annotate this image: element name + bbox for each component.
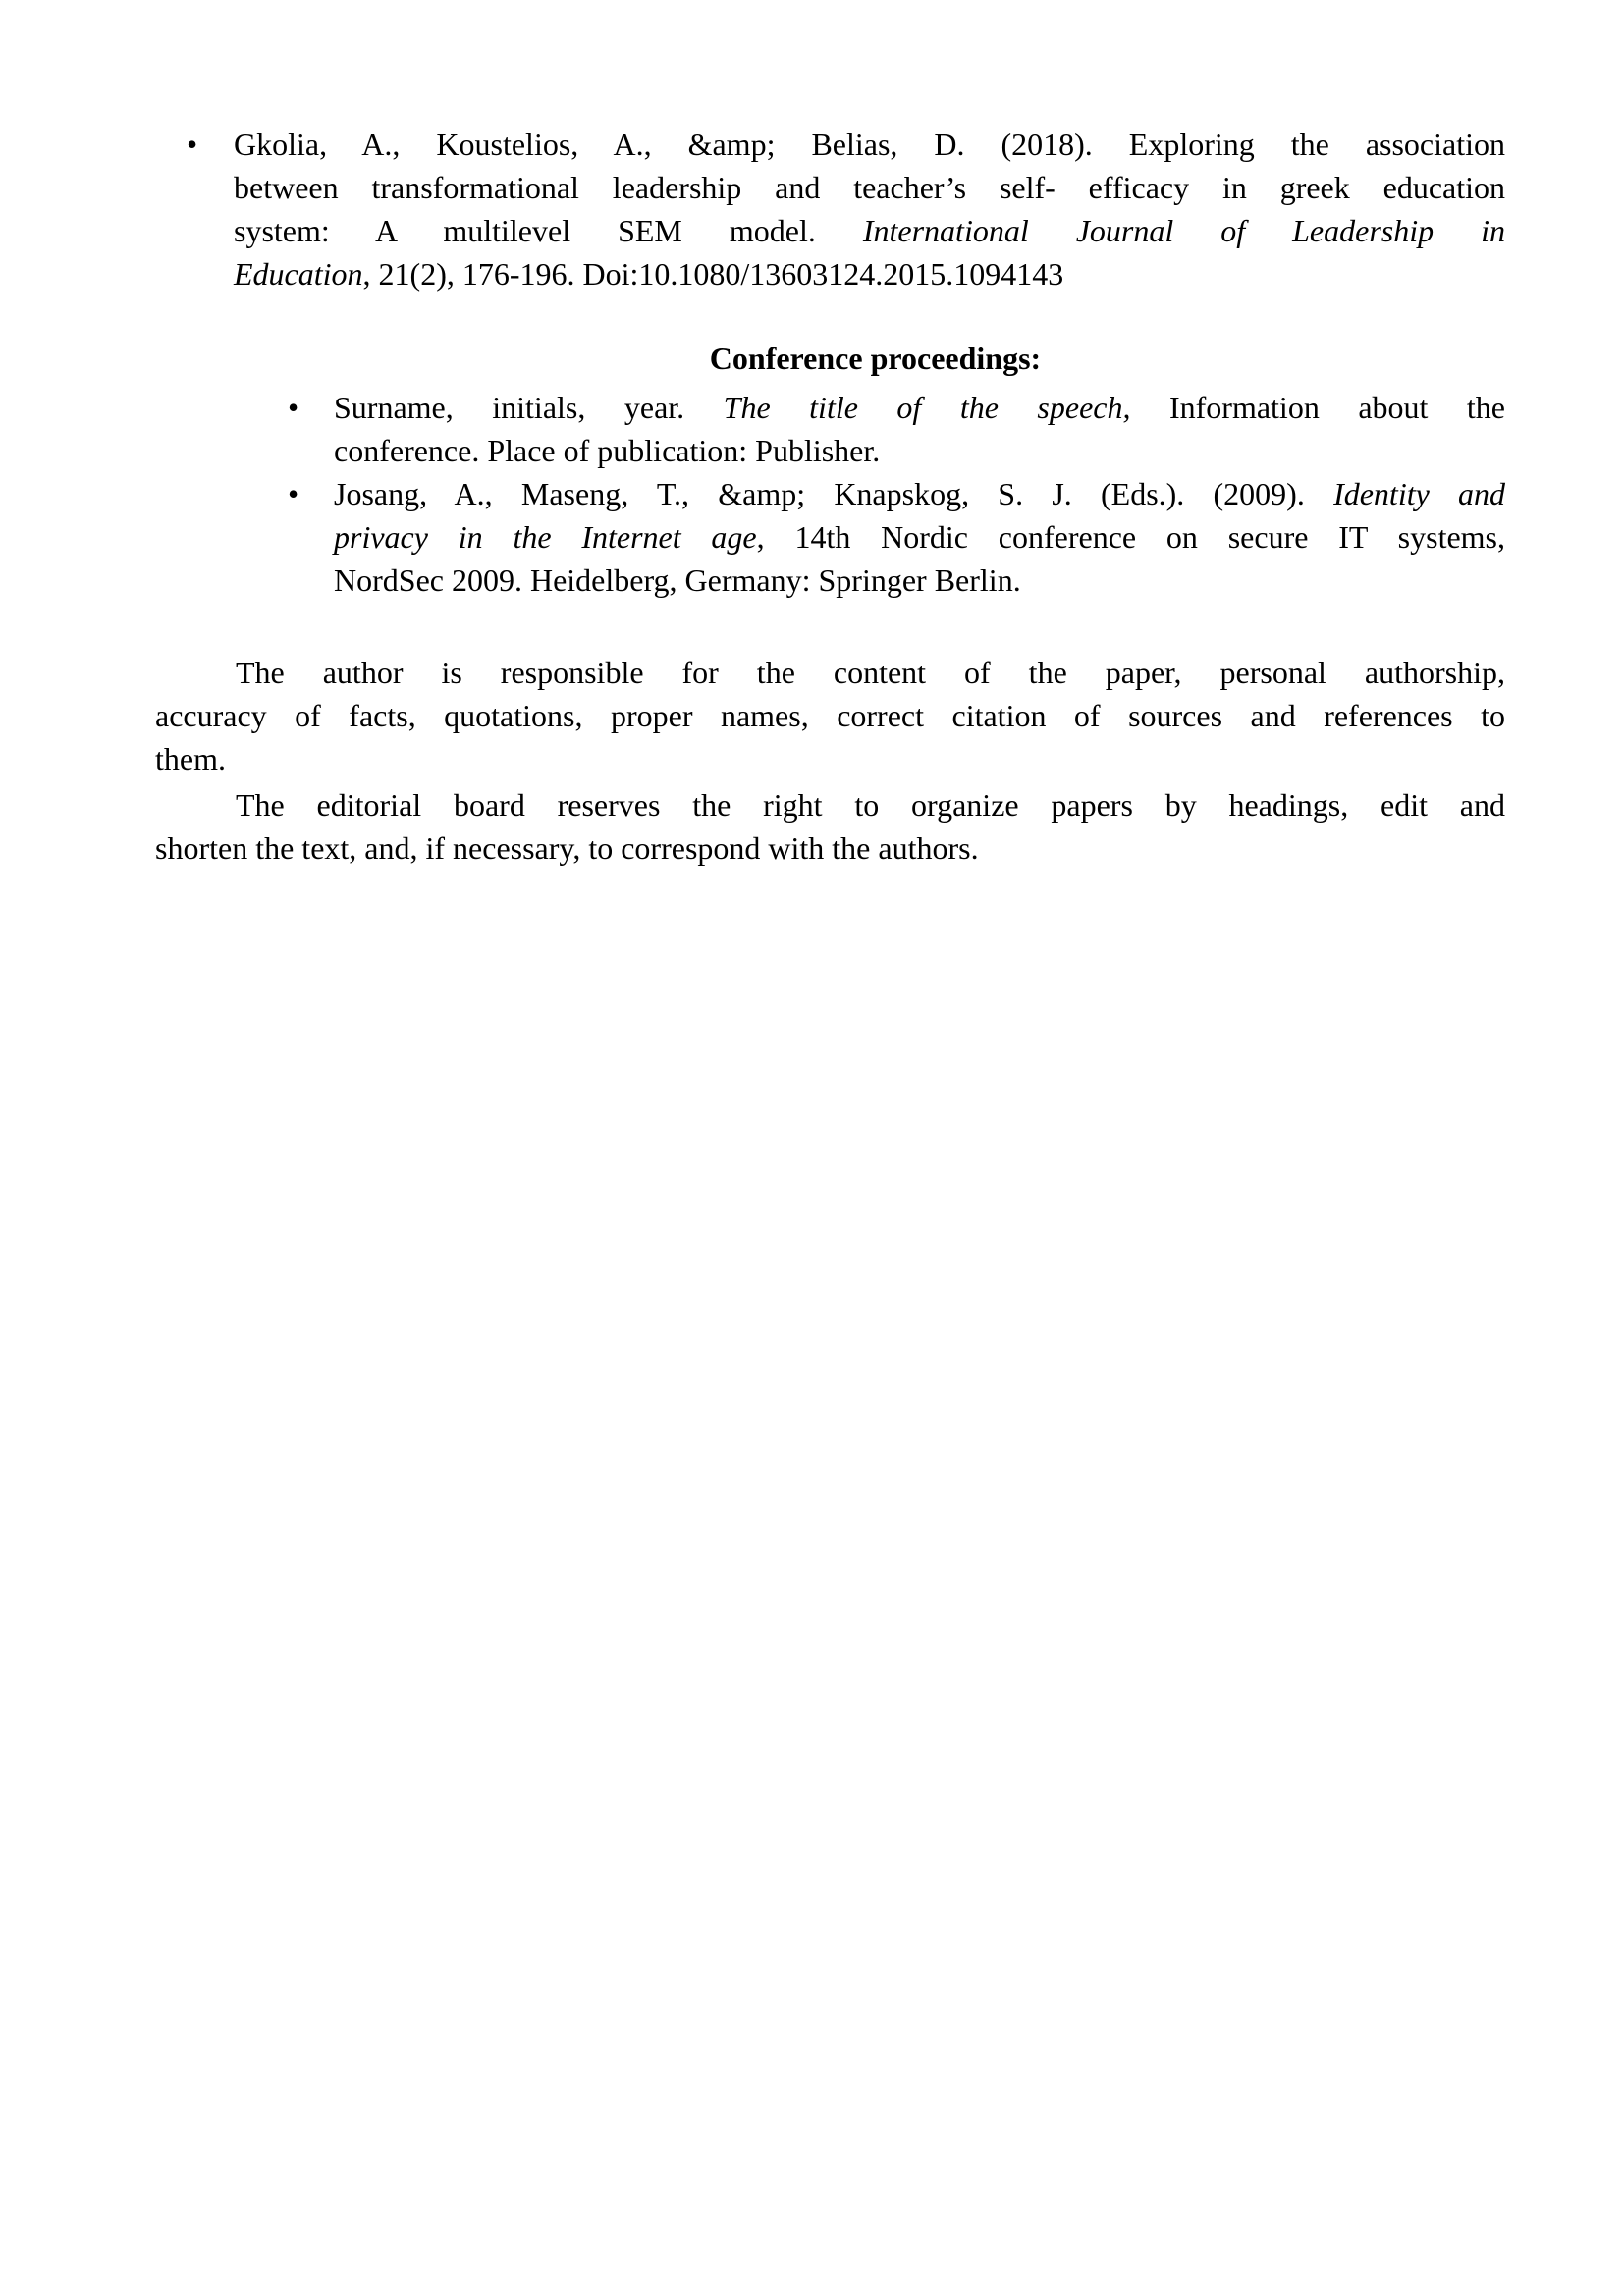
bold-text-run: Conference proceedings:	[709, 341, 1042, 376]
text-line	[155, 694, 1505, 737]
text-line	[155, 827, 1505, 870]
text-line	[234, 123, 1505, 166]
text-run: NordSec 2009. Heidelberg, Germany: Springer Berlin.	[334, 562, 1021, 598]
text-run: Gkolia, A., Koustelios, A., &amp; Belias, D. (2018). Exploring the association	[234, 127, 1505, 162]
bullet-icon: •	[288, 390, 299, 425]
text-line	[234, 166, 1505, 209]
italic-text-run: Identity and	[1333, 476, 1506, 511]
text-run: system: A multilevel SEM model.	[234, 213, 863, 248]
text-run: The editorial board reserves the right to organize papers by headings, edit and	[236, 787, 1505, 823]
reference-gkolia-citation	[155, 123, 1505, 295]
text-line	[334, 515, 1505, 559]
author-responsibility-paragraph	[155, 651, 1505, 780]
text-line	[234, 252, 1505, 295]
text-run: conference. Place of publication: Publisher.	[334, 433, 881, 468]
section-heading-text	[245, 337, 1505, 380]
text-line	[155, 783, 1505, 827]
text-run: them.	[155, 741, 226, 776]
italic-text-run: Education	[234, 256, 363, 292]
text-run: Josang, A., Maseng, T., &amp; Knapskog, S. J. (Eds.). (2009).	[334, 476, 1334, 511]
reference-josang-citation	[155, 472, 1505, 602]
text-run: shorten the text, and, if necessary, to correspond with the authors.	[155, 830, 979, 866]
italic-text-run: International Journal of Leadership in	[862, 213, 1506, 248]
text-line	[155, 651, 1505, 694]
conference-proceedings-heading	[155, 337, 1505, 380]
text-run: between transformational leadership and teacher’s self- efficacy in greek education	[234, 170, 1505, 205]
text-run: The author is responsible for the content of the paper, personal authorship,	[236, 655, 1505, 690]
text-line	[334, 472, 1505, 515]
bullet-icon: •	[187, 127, 198, 162]
text-line	[334, 559, 1505, 602]
editorial-board-paragraph	[155, 783, 1505, 870]
text-line	[334, 429, 1505, 472]
italic-text-run: privacy in the Internet age	[334, 519, 757, 555]
text-line	[234, 209, 1505, 252]
conference-citation-format-item	[155, 386, 1505, 472]
text-line	[334, 386, 1505, 429]
text-run: Information about the	[1130, 390, 1505, 425]
text-line	[155, 737, 1505, 780]
italic-text-run: The title of the speech,	[723, 390, 1131, 425]
text-run: , 14th Nordic conference on secure IT systems,	[756, 519, 1506, 555]
text-run: , 21(2), 176-196. Doi:10.1080/13603124.2015.1094143	[362, 256, 1064, 292]
bullet-icon: •	[288, 476, 299, 511]
text-run: Surname, initials, year.	[334, 390, 724, 425]
document-content	[155, 123, 1505, 870]
text-run: accuracy of facts, quotations, proper names, correct citation of sources and references to	[155, 698, 1505, 733]
